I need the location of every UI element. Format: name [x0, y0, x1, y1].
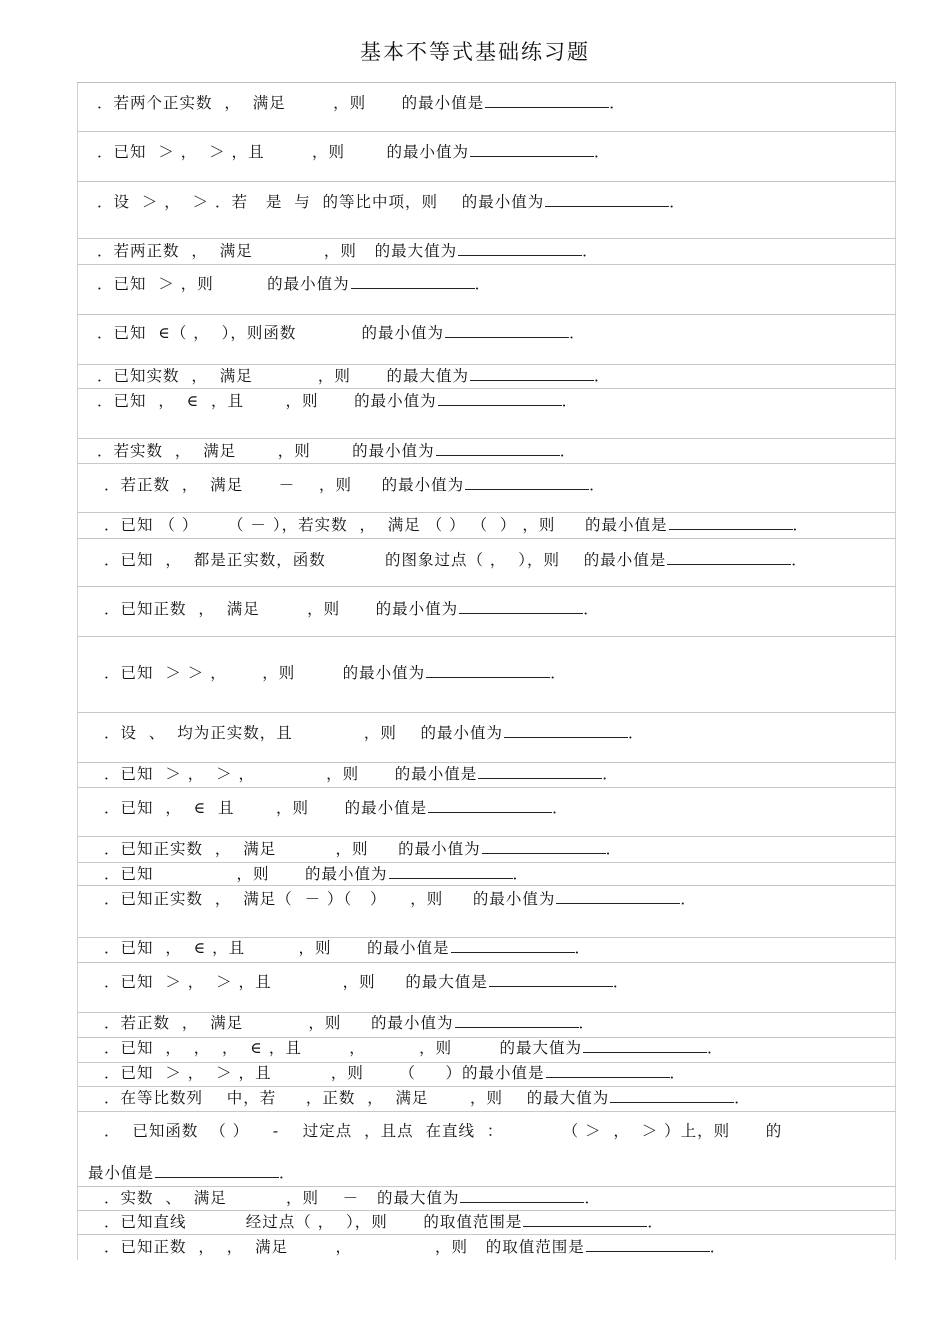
problem-text: ．已知 ＞ ， ＞ ，且 ，则 的最小值为	[97, 143, 469, 161]
problem-text: ．若两个正实数 ， 满足 ，则 的最小值是	[97, 94, 485, 112]
problem-end-mark: ．	[279, 1164, 296, 1182]
problem-end-mark: ．	[559, 442, 577, 460]
answer-blank[interactable]	[556, 888, 680, 904]
problem-end-mark: ．	[550, 664, 567, 682]
row-divider	[77, 314, 896, 315]
problem-end-mark: ．	[589, 476, 606, 494]
problem-item	[104, 662, 567, 683]
problem-text: ．已知 ， ， ， ∈ ，且 ， ，则 的最大值为	[104, 1039, 582, 1057]
problem-text: ．若正数 ， 满足 ，则 的最小值为	[104, 1014, 454, 1032]
problem-text: ．若正数 ， 满足 － ，则 的最小值为	[104, 476, 465, 494]
problem-text: ．设 ＞ ， ＞ ．若 是 与 的等比中项，则 的最小值为	[97, 193, 545, 211]
problem-item	[104, 937, 591, 958]
row-divider	[77, 885, 896, 886]
problem-item	[104, 1087, 751, 1108]
problem-item	[104, 1062, 686, 1083]
problem-item	[97, 273, 491, 294]
problem-item	[104, 598, 600, 619]
problem-end-mark: ．	[669, 193, 686, 211]
problem-text: 最小值是	[88, 1164, 155, 1182]
problem-end-mark: ．	[628, 724, 645, 742]
problem-text: ．已知 ， ∈ 且 ，则 的最小值是	[104, 799, 428, 817]
row-divider	[77, 388, 896, 389]
answer-blank[interactable]	[459, 598, 583, 614]
problem-end-mark: ．	[574, 939, 592, 957]
problem-item	[97, 191, 686, 212]
answer-blank[interactable]	[458, 240, 582, 256]
answer-blank[interactable]	[428, 797, 552, 813]
problem-continuation	[88, 1162, 296, 1183]
problem-text: ．实数 、 满足 ，则 － 的最大值为	[104, 1189, 460, 1207]
problem-item	[104, 1236, 726, 1257]
problem-item	[104, 474, 606, 495]
answer-blank[interactable]	[478, 763, 602, 779]
problem-text: ． 已知函数 （ ） - 过定点 ，且点 在直线 ： （ ＞ ， ＞ ）上，则 的	[104, 1122, 783, 1140]
problem-end-mark: ．	[569, 324, 586, 342]
row-divider	[77, 636, 896, 637]
row-divider	[77, 463, 896, 464]
answer-blank[interactable]	[426, 662, 550, 678]
problem-item	[104, 1187, 601, 1208]
answer-blank[interactable]	[523, 1211, 647, 1227]
problem-item	[104, 888, 697, 909]
problem-item	[104, 1211, 664, 1232]
row-divider	[77, 538, 896, 539]
answer-blank[interactable]	[586, 1236, 710, 1252]
problem-text: ．设 、 均为正实数，且 ，则 的最小值为	[104, 724, 504, 742]
problem-item	[104, 863, 529, 884]
problem-end-mark: ．	[612, 973, 630, 991]
problem-end-mark: ．	[561, 392, 579, 410]
problem-end-mark: ．	[609, 94, 626, 112]
answer-blank[interactable]	[470, 141, 594, 157]
row-divider	[77, 264, 896, 265]
problem-text: ．已知 ， ∈ ，且 ，则 的最小值是	[104, 939, 450, 957]
problem-text: ．已知 ＞ ，则 的最小值为	[97, 275, 350, 293]
row-divider	[77, 82, 896, 83]
row-divider	[77, 1234, 896, 1235]
problem-end-mark: ．	[669, 1064, 687, 1082]
problem-text: ．已知 ，则 的最小值为	[104, 865, 388, 883]
problem-text: ．已知 ＞ ， ＞ ，且 ，则 的最大值是	[104, 973, 488, 991]
answer-blank[interactable]	[610, 1087, 734, 1103]
problem-end-mark: ．	[593, 143, 611, 161]
problem-end-mark: ．	[474, 275, 492, 293]
problem-item	[97, 365, 610, 386]
answer-blank[interactable]	[445, 322, 569, 338]
answer-blank[interactable]	[436, 440, 560, 456]
answer-blank[interactable]	[485, 92, 609, 108]
problem-text: ．已知 ∈（ ， ），则函数 的最小值为	[97, 324, 445, 342]
problem-text: ．已知正实数 ， 满足 ，则 的最小值为	[104, 840, 481, 858]
problem-text: ．已知直线 经过点（ ， ），则 的取值范围是	[104, 1213, 523, 1231]
problem-end-mark: ．	[792, 516, 810, 534]
problem-end-mark: ．	[707, 1039, 724, 1057]
row-divider	[77, 131, 896, 132]
row-divider	[77, 836, 896, 837]
answer-blank[interactable]	[389, 863, 513, 879]
problem-text: ．已知 ＞ ， ＞ ，且 ，则 （ ）的最小值是	[104, 1064, 545, 1082]
problem-text: ．若两正数 ， 满足 ，则 的最大值为	[97, 242, 458, 260]
problem-item	[104, 549, 808, 570]
answer-blank[interactable]	[155, 1162, 279, 1178]
problem-end-mark: ．	[647, 1213, 664, 1231]
problem-end-mark: ．	[583, 600, 600, 618]
problem-item	[97, 440, 576, 461]
row-divider	[77, 181, 896, 182]
problem-end-mark: ．	[512, 865, 530, 883]
answer-blank[interactable]	[351, 273, 475, 289]
problem-end-mark: ．	[552, 799, 569, 817]
answer-blank[interactable]	[482, 838, 606, 854]
answer-blank[interactable]	[583, 1037, 707, 1053]
problem-item	[104, 971, 629, 992]
problem-item	[97, 141, 610, 162]
problem-text: ．已知正数 ， 满足 ，则 的最小值为	[104, 600, 459, 618]
problem-item	[104, 514, 809, 535]
row-divider	[77, 586, 896, 587]
problem-item	[104, 722, 645, 743]
problem-text: ．已知实数 ， 满足 ，则 的最大值为	[97, 367, 469, 385]
row-divider	[77, 712, 896, 713]
problem-item	[97, 322, 586, 343]
problem-end-mark: ．	[680, 890, 697, 908]
row-divider	[77, 512, 896, 513]
problem-text: ．已知 （ ） （ － ），若实数 ， 满足 （ ） （ ） ，则 的最小值是	[104, 516, 668, 534]
problem-item	[104, 838, 622, 859]
answer-blank[interactable]	[460, 1187, 584, 1203]
problem-text: ．已知 ＞ ， ＞ ， ，则 的最小值是	[104, 765, 478, 783]
answer-blank[interactable]	[667, 549, 791, 565]
problem-text: ．已知正数 ， ， 满足 ， ，则 的取值范围是	[104, 1238, 585, 1256]
problem-text: ．已知 ＞ ＞ ， ，则 的最小值为	[104, 664, 426, 682]
problem-text: ．若实数 ， 满足 ，则 的最小值为	[97, 442, 435, 460]
problem-item	[97, 390, 578, 411]
problem-item	[97, 92, 626, 113]
problem-end-mark: ．	[582, 242, 599, 260]
problem-item	[104, 1121, 782, 1141]
problem-item	[104, 797, 569, 818]
page-title: 基本不等式基础练习题	[360, 40, 590, 64]
answer-blank[interactable]	[504, 722, 628, 738]
answer-blank[interactable]	[465, 474, 589, 490]
problem-text: ．在等比数列 中，若 ，正数 ， 满足 ，则 的最大值为	[104, 1089, 610, 1107]
problem-end-mark: ．	[602, 765, 619, 783]
answer-blank[interactable]	[669, 514, 793, 530]
problem-text: ．已知正实数 ， 满足（ － ）（ ） ，则 的最小值为	[104, 890, 556, 908]
problem-end-mark: ．	[605, 840, 623, 858]
row-divider	[77, 1111, 896, 1112]
problem-item	[97, 240, 599, 261]
row-divider	[77, 238, 896, 239]
row-divider	[77, 438, 896, 439]
problem-end-mark: ．	[584, 1189, 601, 1207]
row-divider	[77, 962, 896, 963]
problem-item	[104, 1037, 724, 1058]
problem-end-mark: ．	[734, 1089, 751, 1107]
problem-item	[104, 763, 619, 784]
answer-blank[interactable]	[451, 937, 575, 953]
answer-blank[interactable]	[489, 971, 613, 987]
answer-blank[interactable]	[455, 1012, 579, 1028]
answer-blank[interactable]	[470, 365, 594, 381]
problem-text: ．已知 ， ∈ ，且 ，则 的最小值为	[97, 392, 437, 410]
problem-end-mark: ．	[578, 1014, 596, 1032]
problem-end-mark: ．	[791, 551, 808, 569]
problem-end-mark: ．	[593, 367, 611, 385]
problem-text: ．已知 ， 都是正实数，函数 的图象过点（ ， ），则 的最小值是	[104, 551, 667, 569]
answer-blank[interactable]	[546, 1062, 670, 1078]
problem-item	[104, 1012, 595, 1033]
problem-end-mark: ．	[709, 1238, 727, 1256]
row-divider	[77, 787, 896, 788]
answer-blank[interactable]	[545, 191, 669, 207]
answer-blank[interactable]	[438, 390, 562, 406]
